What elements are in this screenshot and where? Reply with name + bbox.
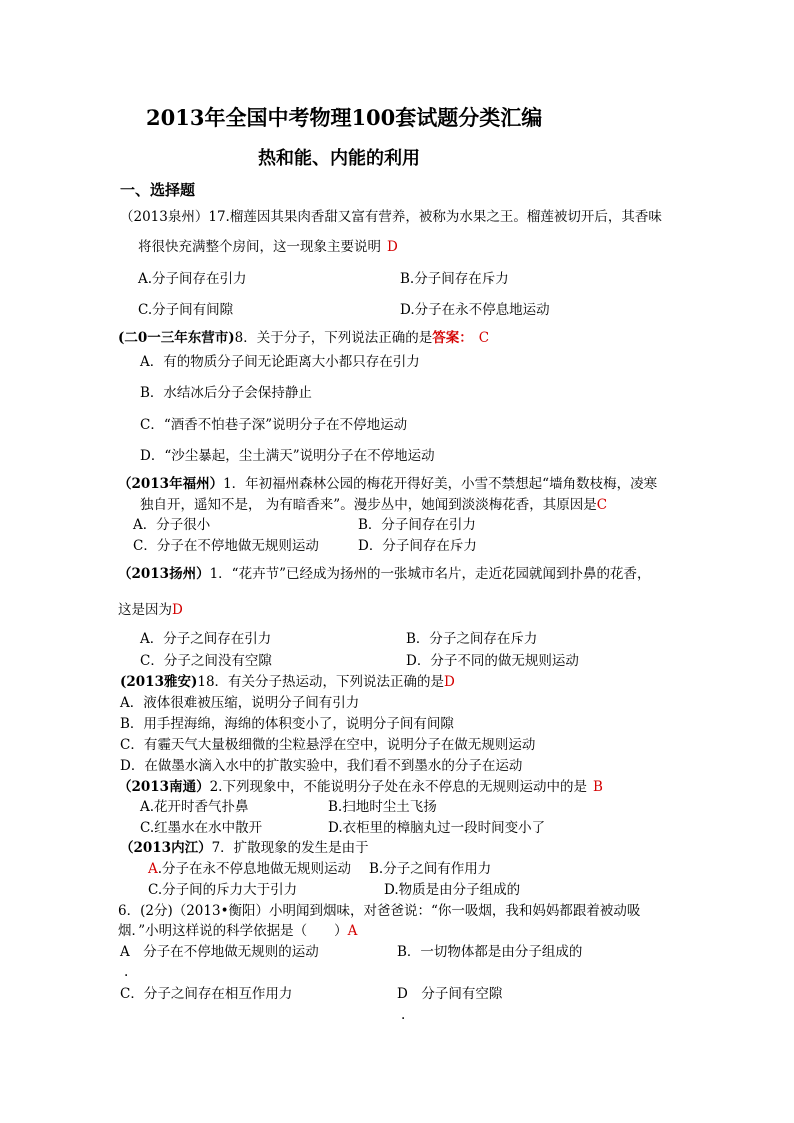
section-heading: 一、选择题 [120, 181, 196, 199]
question-8-option-a: A 分子在不停地做无规则的运动 [120, 944, 319, 960]
question-2-option-a: A．有的物质分子间无论距离大小都只存在引力 [140, 354, 420, 370]
question-5-source: (2013雅安) [120, 674, 198, 690]
question-7-line-1: （2013内江）7．扩散现象的发生是由于 [120, 840, 369, 856]
question-3-option-a: A．分子很小 [133, 517, 211, 533]
question-1-option-d: D.分子在永不停息地运动 [400, 302, 550, 318]
question-2-answer: C [478, 330, 490, 346]
question-1-source: （2013泉州） [120, 209, 209, 225]
question-7-option-c: C.分子间的斥力大于引力 [148, 882, 298, 898]
question-5-answer: D [444, 674, 455, 690]
question-6-option-d: D.衣柜里的樟脑丸过一段时间变小了 [328, 820, 546, 836]
question-1-line-2: 将很快充满整个房间，这一现象主要说明 D [138, 239, 398, 255]
question-4-option-b: B．分子之间存在斥力 [406, 631, 538, 647]
question-4-option-c: C．分子之间没有空隙 [140, 653, 272, 669]
question-5-option-c: C．有霾天气大量极细微的尘粒悬浮在空中，说明分子在做无规则运动 [120, 737, 536, 753]
question-6-option-a: A.花开时香气扑鼻 [140, 799, 249, 815]
question-7-source: （2013内江） [120, 840, 212, 856]
question-1-option-c: C.分子间有间隙 [138, 302, 234, 318]
question-3-line-2: 独自开，遥知不是， 为有暗香来”。漫步丛中，她闻到淡淡梅花香，其原因是C [140, 497, 608, 513]
question-2-option-c: C．“酒香不怕巷子深”说明分子在不停地运动 [140, 417, 408, 433]
question-4-option-a: A．分子之间存在引力 [140, 631, 272, 647]
option-continuation-dot-2: . [401, 1007, 406, 1023]
question-3-answer: C [596, 497, 608, 513]
question-2-option-d: D．“沙尘暴起，尘土满天”说明分子在不停地运动 [140, 448, 435, 464]
question-4-line-1: （2013扬州）1．“花卉节”已经成为扬州的一张城市名片，走近花园就闻到扑鼻的花香， [118, 566, 651, 582]
question-1-option-b: B.分子间存在斥力 [400, 271, 509, 287]
question-6-line-1: （2013南通）2.下列现象中，不能说明分子处在永不停息的无规则运动中的是 B [118, 779, 603, 795]
question-8-option-b: B．一切物体都是由分子组成的 [397, 944, 583, 960]
question-4-answer: D [172, 602, 183, 618]
question-4-line-2: 这是因为D [118, 602, 183, 618]
question-1-answer: D [387, 239, 398, 255]
question-4-option-d: D．分子不同的做无规则运动 [406, 653, 579, 669]
question-5-option-b: B．用手捏海绵，海绵的体积变小了，说明分子间有间隙 [120, 716, 454, 732]
question-7-option-d: D.物质是由分子组成的 [384, 882, 521, 898]
question-6-option-c: C.红墨水在水中散开 [140, 820, 263, 836]
question-3-line-1: （2013年福州）1．年初福州森林公园的梅花开得好美，小雪不禁想起“墙角数枝梅，凌寒 [118, 476, 658, 492]
question-2-answer-label: 答案： [432, 330, 473, 346]
page-title: 2013年全国中考物理100套试题分类汇编 [146, 105, 543, 130]
question-3-option-d: D．分子间存在斥力 [358, 538, 477, 554]
question-5-option-d: D．在做墨水滴入水中的扩散实验中，我们看不到墨水的分子在运动 [120, 758, 523, 774]
question-4-source: （2013扬州） [118, 566, 210, 582]
question-6-answer: B [592, 779, 603, 795]
question-5-line-1: (2013雅安)18．有关分子热运动，下列说法正确的是D [120, 674, 455, 690]
question-6-source: （2013南通） [118, 779, 210, 795]
question-2-option-b: B．水结冰后分子会保持静止 [140, 385, 312, 401]
question-6-option-b: B.扫地时尘土飞扬 [328, 799, 437, 815]
question-3-option-b: B．分子间存在引力 [358, 517, 476, 533]
question-8-answer: A [347, 923, 358, 939]
question-1-line-1: （2013泉州）17.榴莲因其果肉香甜又富有营养，被称为水果之王。榴莲被切开后，其香味 [120, 209, 662, 225]
question-8-option-c: C．分子之间存在相互作用力 [120, 986, 293, 1002]
page-subtitle: 热和能、内能的利用 [258, 148, 420, 169]
question-2-line-1: (二0一三年东营市)8．关于分子，下列说法正确的是答案： C [118, 330, 490, 346]
question-8-line-1: 6．(2分)（2013•衡阳）小明闻到烟味，对爸爸说：“你一吸烟，我和妈妈都跟着被动吸 [118, 903, 641, 919]
question-7-option-b: B.分子之间有作用力 [369, 861, 492, 877]
question-7-option-a: A.分子在永不停息地做无规则运动 [148, 861, 352, 877]
question-8-line-2: 烟．”小明这样说的科学依据是（ ）A [118, 923, 358, 939]
question-8-option-d: D 分子间有空隙 [397, 986, 503, 1002]
question-2-source: (二0一三年东营市) [118, 330, 235, 346]
option-continuation-dot: . [124, 964, 129, 980]
question-7-answer-letter: A [148, 861, 158, 877]
question-3-source: （2013年福州） [118, 476, 224, 492]
question-3-option-c: C．分子在不停地做无规则运动 [133, 538, 319, 554]
question-1-option-a: A.分子间存在引力 [138, 271, 247, 287]
question-5-option-a: A．液体很难被压缩，说明分子间有引力 [120, 695, 360, 711]
